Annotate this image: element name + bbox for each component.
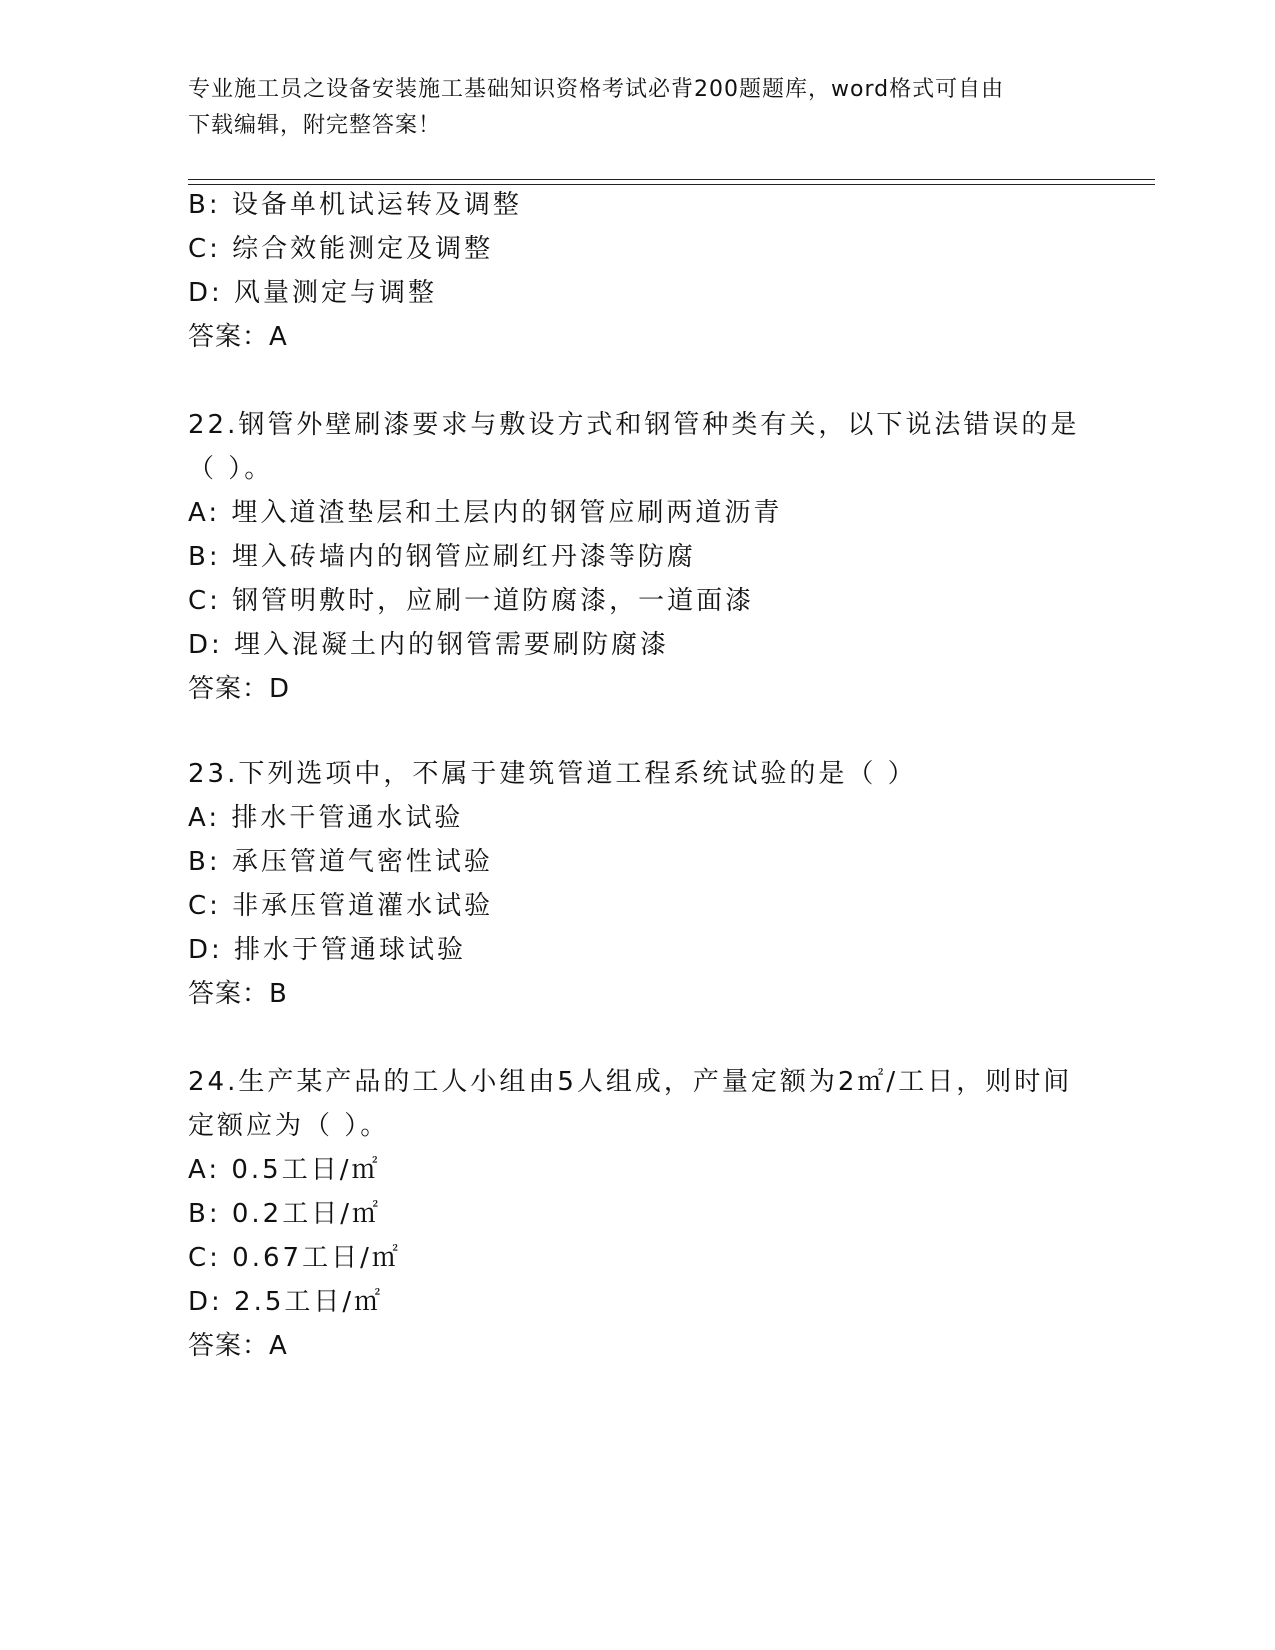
q23-option-d: D: 排水于管通球试验 xyxy=(188,935,467,965)
header-rule-top xyxy=(188,179,1155,180)
header-line-2: 下载编辑，附完整答案！ xyxy=(188,113,442,138)
q22-option-c: C: 钢管明敷时，应刷一道防腐漆，一道面漆 xyxy=(188,586,755,616)
document-header xyxy=(188,72,1068,144)
q24-answer: 答案：A xyxy=(188,1331,288,1361)
q24-option-c: C: 0.67工日/㎡ xyxy=(188,1243,401,1273)
q21-option-d: D: 风量测定与调整 xyxy=(188,278,438,308)
q24-stem-line-1: 24.生产某产品的工人小组由5人组成，产量定额为2㎡/工日，则时间 xyxy=(188,1067,1073,1097)
q22-stem-line-2: （ ）。 xyxy=(188,454,274,484)
q24-option-b: B: 0.2工日/㎡ xyxy=(188,1199,381,1229)
q22-stem-line-1: 22.钢管外壁刷漆要求与敷设方式和钢管种类有关，以下说法错误的是 xyxy=(188,410,1080,440)
q23-answer: 答案：B xyxy=(188,979,288,1009)
q21-answer: 答案：A xyxy=(188,322,288,352)
q23-option-c: C: 非承压管道灌水试验 xyxy=(188,891,494,921)
q22-answer: 答案：D xyxy=(188,674,291,704)
q21-option-b: B: 设备单机试运转及调整 xyxy=(188,190,522,220)
q21-option-c: C: 综合效能测定及调整 xyxy=(188,234,494,264)
q22-option-b: B: 埋入砖墙内的钢管应刷红丹漆等防腐 xyxy=(188,542,696,572)
q22-option-d: D: 埋入混凝土内的钢管需要刷防腐漆 xyxy=(188,630,670,660)
q22-option-a: A: 埋入道渣垫层和土层内的钢管应刷两道沥青 xyxy=(188,498,783,528)
header-line-1: 专业施工员之设备安装施工基础知识资格考试必背200题题库，word格式可自由 xyxy=(188,77,1005,102)
q24-option-d: D: 2.5工日/㎡ xyxy=(188,1287,384,1317)
q23-option-b: B: 承压管道气密性试验 xyxy=(188,847,493,877)
q23-stem-line-1: 23.下列选项中，不属于建筑管道工程系统试验的是（ ） xyxy=(188,759,917,789)
q24-stem-line-2: 定额应为（ ）。 xyxy=(188,1111,390,1141)
q23-option-a: A: 排水干管通水试验 xyxy=(188,803,464,833)
q24-option-a: A: 0.5工日/㎡ xyxy=(188,1155,381,1185)
